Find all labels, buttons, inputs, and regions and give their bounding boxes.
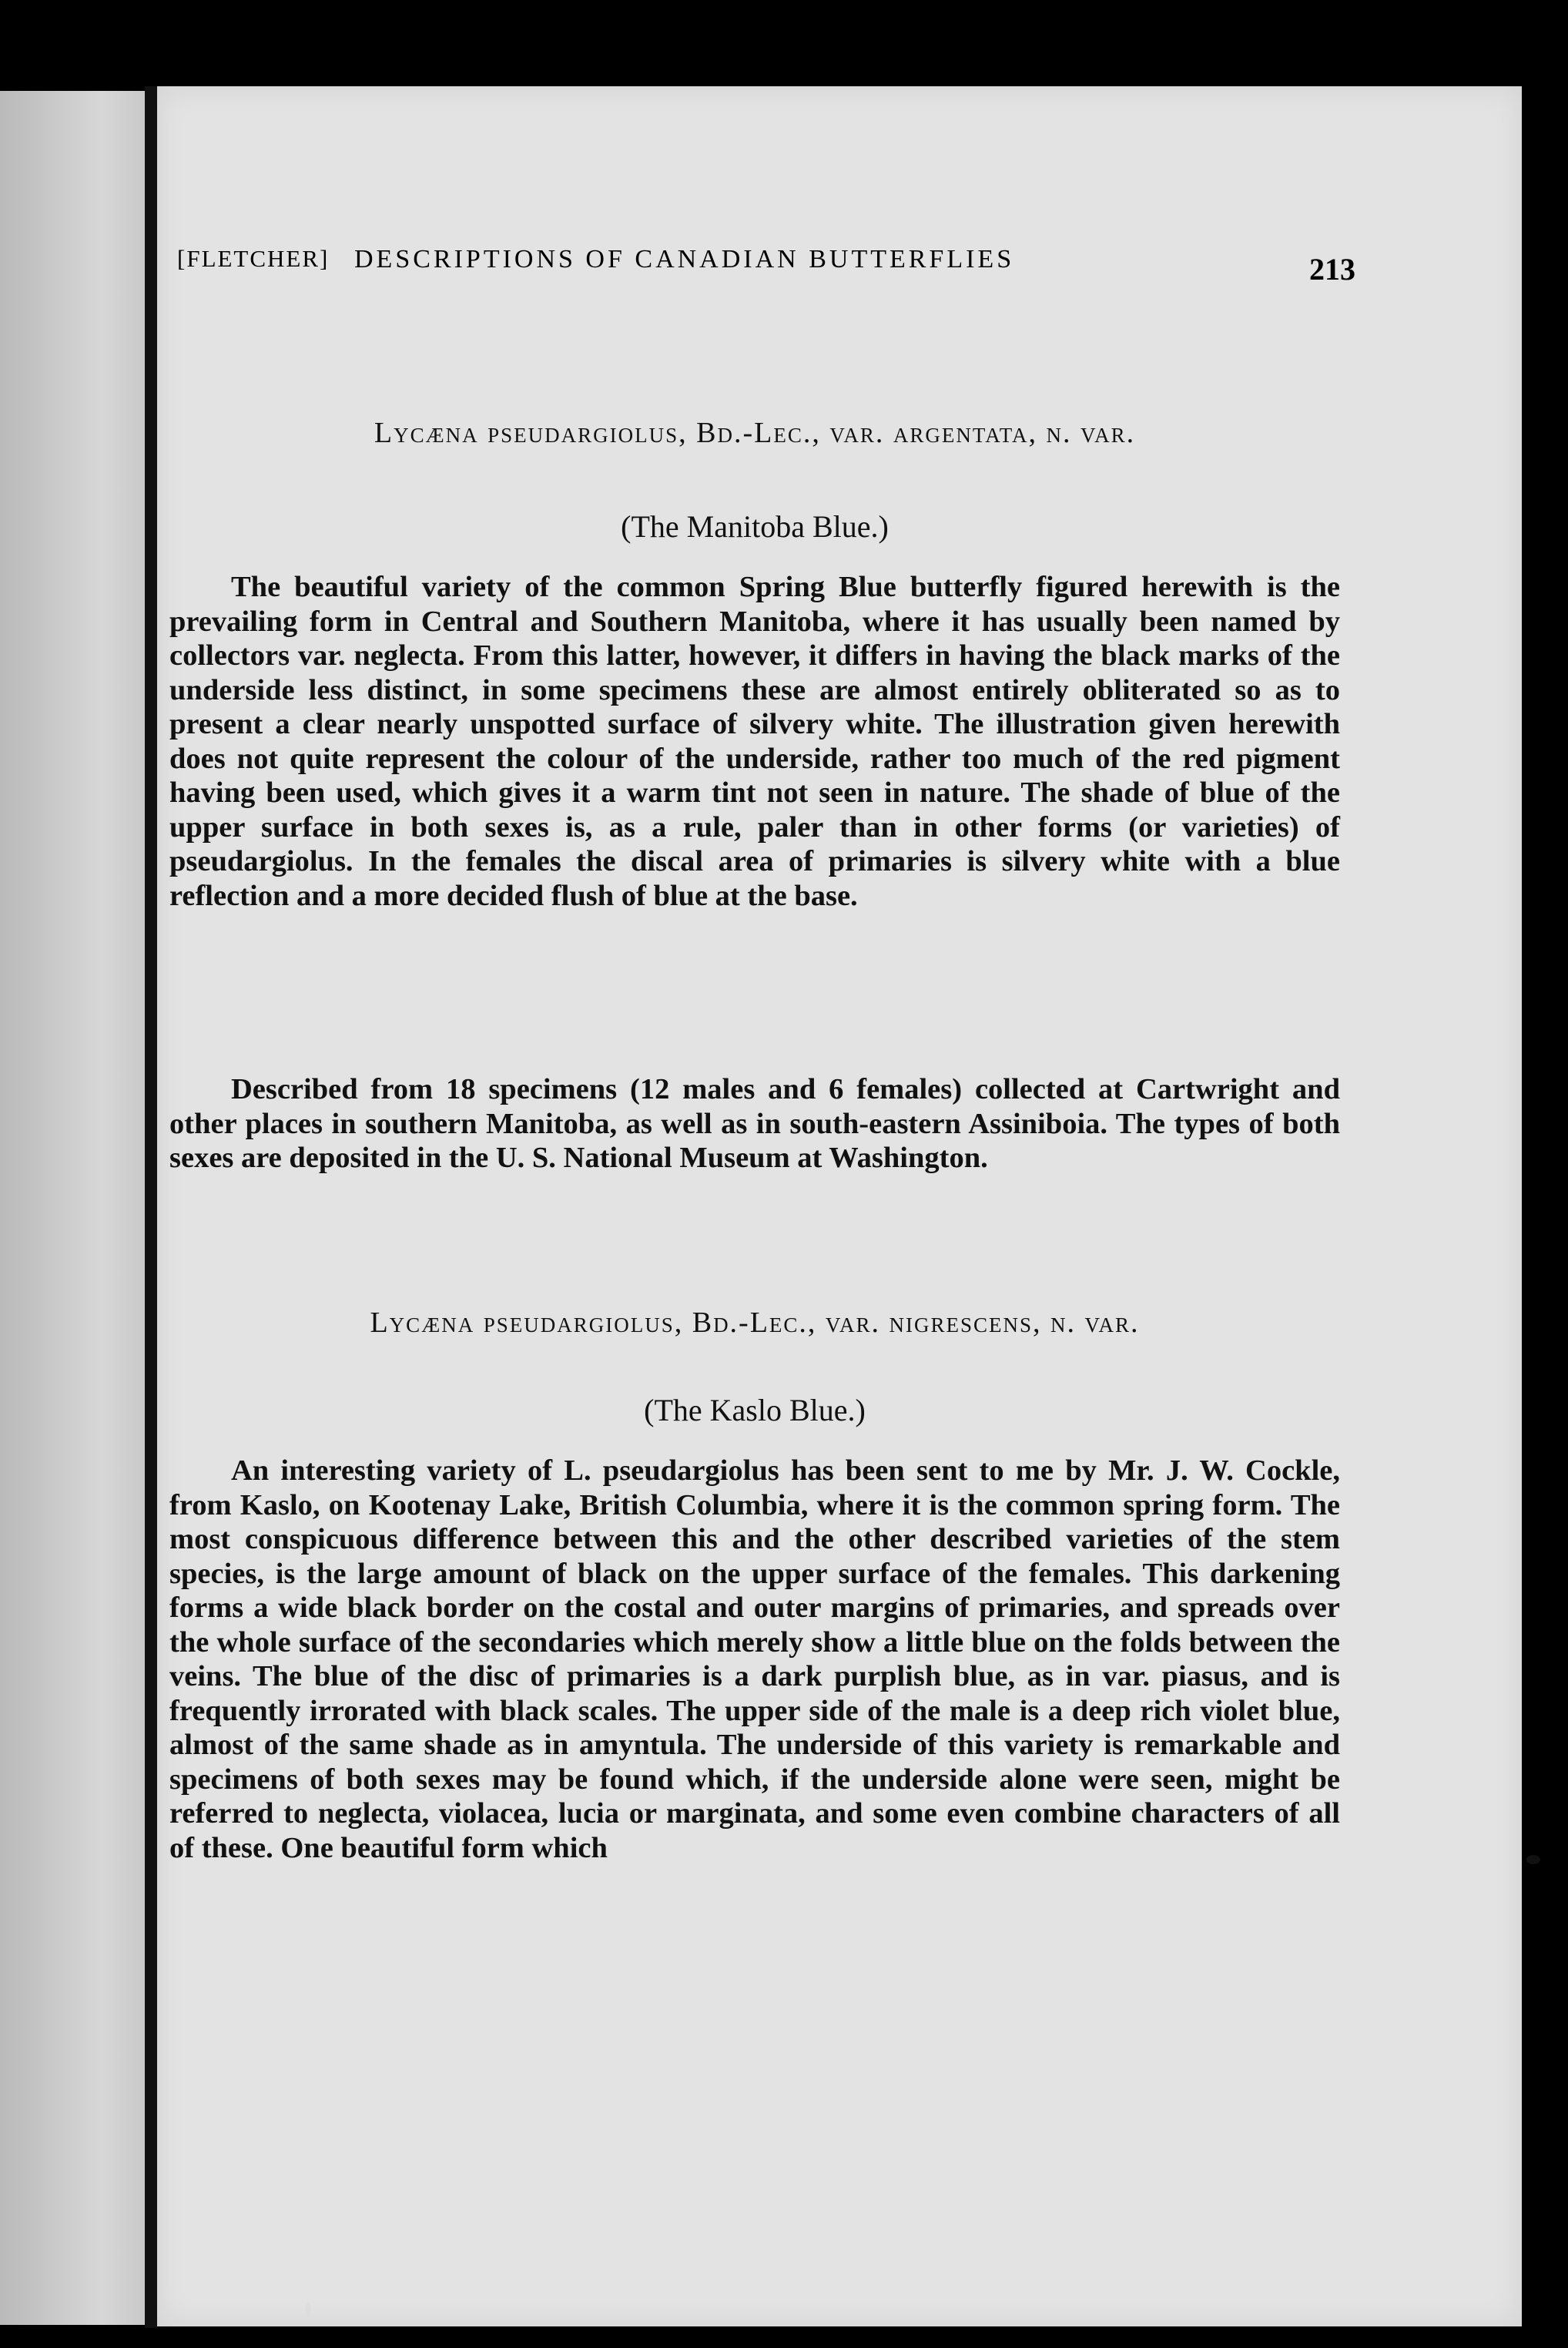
left-page-edge [0,91,145,2325]
paragraph: An interesting variety of L. pseudargiolus has been sent to me by Mr. J. W. Cockle, from Kaslo, on Kootenay Lake, British Columbia, where it is the common spring form. The most conspicuous difference between this and the other described varieties of the stem species, is the large amount of black on the upper surface of the females. This darkening forms a wide black border on the costal and outer margins of primaries, and spreads over the whole surface of the secondaries which merely show a little blue on the folds between the veins. The blue of the disc of primaries is a dark purplish blue, as in var. piasus, and is frequently irrorated with black scales. The upper side of the male is a deep rich violet blue, almost of the same shade as in amyntula. The underside of this variety is remarkable and specimens of both sexes may be found which, if the underside alone were seen, might be referred to neglecta, violacea, lucia or marginata, and some even combine characters of all of these. One beautiful form which [169,1454,1340,1864]
header-author: [FLETCHER] [177,245,330,272]
running-header [177,245,1355,291]
page-number: 213 [1309,252,1355,287]
scan-speck [305,2303,311,2317]
page-gutter [145,86,157,2328]
paragraph: The beautiful variety of the common Spring Blue butterfly figured herewith is the prevailing form in Central and Southern Manitoba, where it has usually been named by collectors var. neglecta. From this latter, however, it differs in having the black marks of the underside less distinct, in some specimens these are almost entirely obliterated so as to present a clear nearly unspotted surface of silvery white. The illustration given herewith does not quite represent the colour of the underside, rather too much of the red pigment having been used, which gives it a warm tint not seen in nature. The shade of blue of the upper surface in both sexes is, as a rule, paler than in other forms (or varieties) of pseudargiolus. In the females the discal area of primaries is silvery white with a blue reflection and a more decided flush of blue at the base. [169,571,1340,912]
scan-speck [1526,1855,1540,1864]
paragraph: Described from 18 specimens (12 males and 6 females) collected at Cartwright and other places in southern Manitoba, as well as in south-eastern Assiniboia. The types of both sexes are deposited in the U. S. National Museum at Washington. [169,1073,1340,1174]
header-title: DESCRIPTIONS OF CANADIAN BUTTERFLIES [354,245,1015,273]
species-title: Lycæna pseudargiolus, Bd.-Lec., var. nigrescens, n. var. [370,1306,1140,1339]
species-title: Lycæna pseudargiolus, Bd.-Lec., var. argentata, n. var. [374,417,1136,449]
common-name: (The Manitoba Blue.) [621,509,889,544]
common-name: (The Kaslo Blue.) [644,1393,866,1427]
